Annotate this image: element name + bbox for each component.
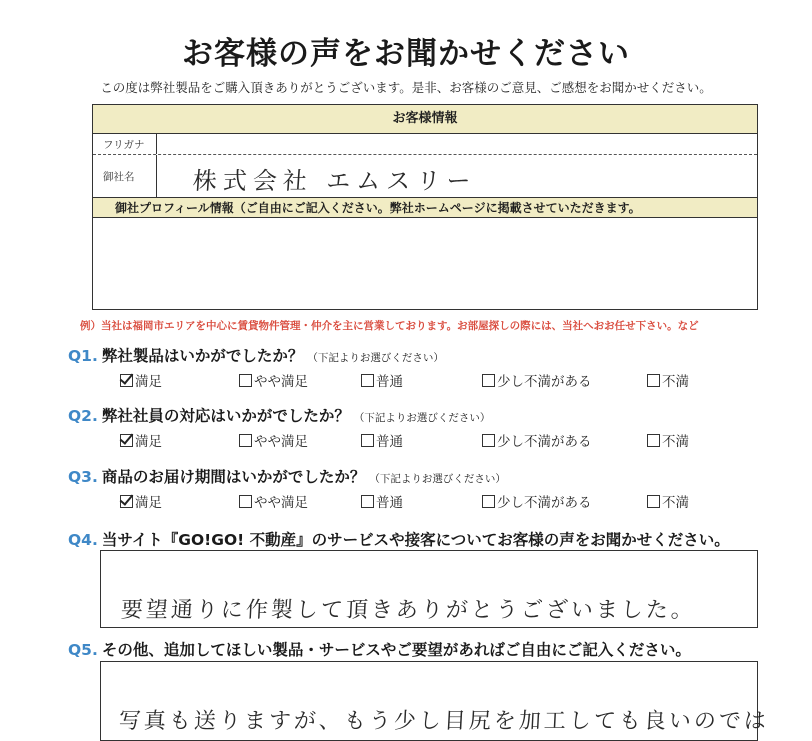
option-label: 少し不満がある bbox=[497, 434, 592, 450]
profile-field[interactable] bbox=[93, 219, 757, 309]
checkbox-checked-icon[interactable] bbox=[120, 495, 133, 508]
option-label: 不満 bbox=[662, 374, 689, 390]
option-satisfied[interactable] bbox=[120, 491, 162, 511]
page-title: お客様の声をお聞かせください bbox=[182, 36, 630, 72]
question-4 bbox=[68, 528, 730, 550]
question-text: その他、追加してほしい製品・サービスやご要望があればご自由にご記入ください。 bbox=[101, 641, 691, 659]
furigana-row bbox=[93, 134, 757, 155]
example-note: 例）当社は福岡市エリアを中心に賃貸物件管理・仲介を主に営業しております。お部屋探しの際には、当社へおお任せ下さい。など bbox=[80, 320, 699, 332]
option-label: 不満 bbox=[662, 495, 689, 511]
option-somewhat-satisfied[interactable] bbox=[239, 491, 308, 511]
question-text: 弊社製品はいかがでしたか？ bbox=[101, 347, 304, 365]
furigana-field[interactable] bbox=[163, 134, 757, 154]
option-satisfied[interactable] bbox=[120, 430, 162, 450]
company-label: 御社名 bbox=[93, 155, 157, 197]
question-1 bbox=[68, 344, 689, 390]
option-dissatisfied[interactable] bbox=[647, 430, 689, 450]
option-label: 満足 bbox=[135, 434, 162, 450]
question-text: 弊社社員の対応はいかがでしたか？ bbox=[101, 407, 350, 425]
q4-answer-text: 要望通りに作製して頂きありがとうございました。 bbox=[120, 598, 697, 623]
option-label: やや満足 bbox=[254, 434, 308, 450]
option-label: 満足 bbox=[135, 495, 162, 511]
option-label: やや満足 bbox=[254, 374, 308, 390]
option-label: 普通 bbox=[376, 495, 403, 511]
question-number: Q4. bbox=[68, 531, 98, 549]
option-dissatisfied[interactable] bbox=[647, 370, 689, 390]
option-label: 普通 bbox=[376, 434, 403, 450]
customer-info-header: お客様情報 bbox=[93, 105, 757, 134]
question-text: 商品のお届け期間はいかがでしたか？ bbox=[101, 468, 366, 486]
option-label: 普通 bbox=[376, 374, 403, 390]
checkbox-icon[interactable] bbox=[361, 374, 374, 387]
checkbox-icon[interactable] bbox=[647, 495, 660, 508]
company-name-field[interactable]: 株式会社 エムスリー bbox=[191, 167, 478, 195]
q5-answer-text: 写真も送りますが、もう少し目尻を加工しても良いのでは bbox=[118, 709, 770, 734]
option-average[interactable] bbox=[361, 491, 403, 511]
question-3 bbox=[68, 465, 689, 511]
checkbox-icon[interactable] bbox=[647, 434, 660, 447]
checkbox-icon[interactable] bbox=[482, 374, 495, 387]
option-average[interactable] bbox=[361, 370, 403, 390]
option-label: 不満 bbox=[662, 434, 689, 450]
checkbox-icon[interactable] bbox=[361, 434, 374, 447]
profile-header: 御社プロフィール情報（ご自由にご記入ください。弊社ホームページに掲載させていただきます。 bbox=[93, 198, 757, 218]
checkbox-icon[interactable] bbox=[239, 374, 252, 387]
q4-answer-box[interactable] bbox=[100, 550, 758, 628]
option-dissatisfied[interactable] bbox=[647, 491, 689, 511]
checkbox-icon[interactable] bbox=[482, 434, 495, 447]
checkbox-checked-icon[interactable] bbox=[120, 374, 133, 387]
checkbox-icon[interactable] bbox=[239, 495, 252, 508]
question-5 bbox=[68, 638, 691, 660]
question-2 bbox=[68, 404, 689, 450]
option-label: 少し不満がある bbox=[497, 374, 592, 390]
checkbox-icon[interactable] bbox=[647, 374, 660, 387]
checkbox-icon[interactable] bbox=[239, 434, 252, 447]
checkbox-icon[interactable] bbox=[361, 495, 374, 508]
option-label: 少し不満がある bbox=[497, 495, 592, 511]
company-row bbox=[93, 155, 757, 198]
option-somewhat-dissatisfied[interactable] bbox=[482, 370, 592, 390]
question-number: Q3. bbox=[68, 468, 98, 486]
checkbox-checked-icon[interactable] bbox=[120, 434, 133, 447]
option-somewhat-dissatisfied[interactable] bbox=[482, 491, 592, 511]
option-somewhat-satisfied[interactable] bbox=[239, 370, 308, 390]
question-hint: （下記よりお選びください） bbox=[307, 352, 444, 364]
question-text: 当サイト『GO!GO! 不動産』のサービスや接客についてお客様の声をお聞かせください。 bbox=[101, 531, 730, 549]
question-number: Q2. bbox=[68, 407, 98, 425]
checkbox-icon[interactable] bbox=[482, 495, 495, 508]
option-label: 満足 bbox=[135, 374, 162, 390]
option-label: やや満足 bbox=[254, 495, 308, 511]
furigana-label: フリガナ bbox=[93, 134, 157, 154]
option-satisfied[interactable] bbox=[120, 370, 162, 390]
page-subtitle: この度は弊社製品をご購入頂きありがとうございます。是非、お客様のご意見、ご感想をお聞かせください。 bbox=[100, 80, 712, 95]
question-hint: （下記よりお選びください） bbox=[369, 473, 506, 485]
question-number: Q1. bbox=[68, 347, 98, 365]
q5-answer-box[interactable] bbox=[100, 661, 770, 741]
option-somewhat-satisfied[interactable] bbox=[239, 430, 308, 450]
question-number: Q5. bbox=[68, 641, 98, 659]
option-somewhat-dissatisfied[interactable] bbox=[482, 430, 592, 450]
customer-info-section bbox=[92, 104, 758, 310]
option-average[interactable] bbox=[361, 430, 403, 450]
question-hint: （下記よりお選びください） bbox=[353, 412, 491, 424]
